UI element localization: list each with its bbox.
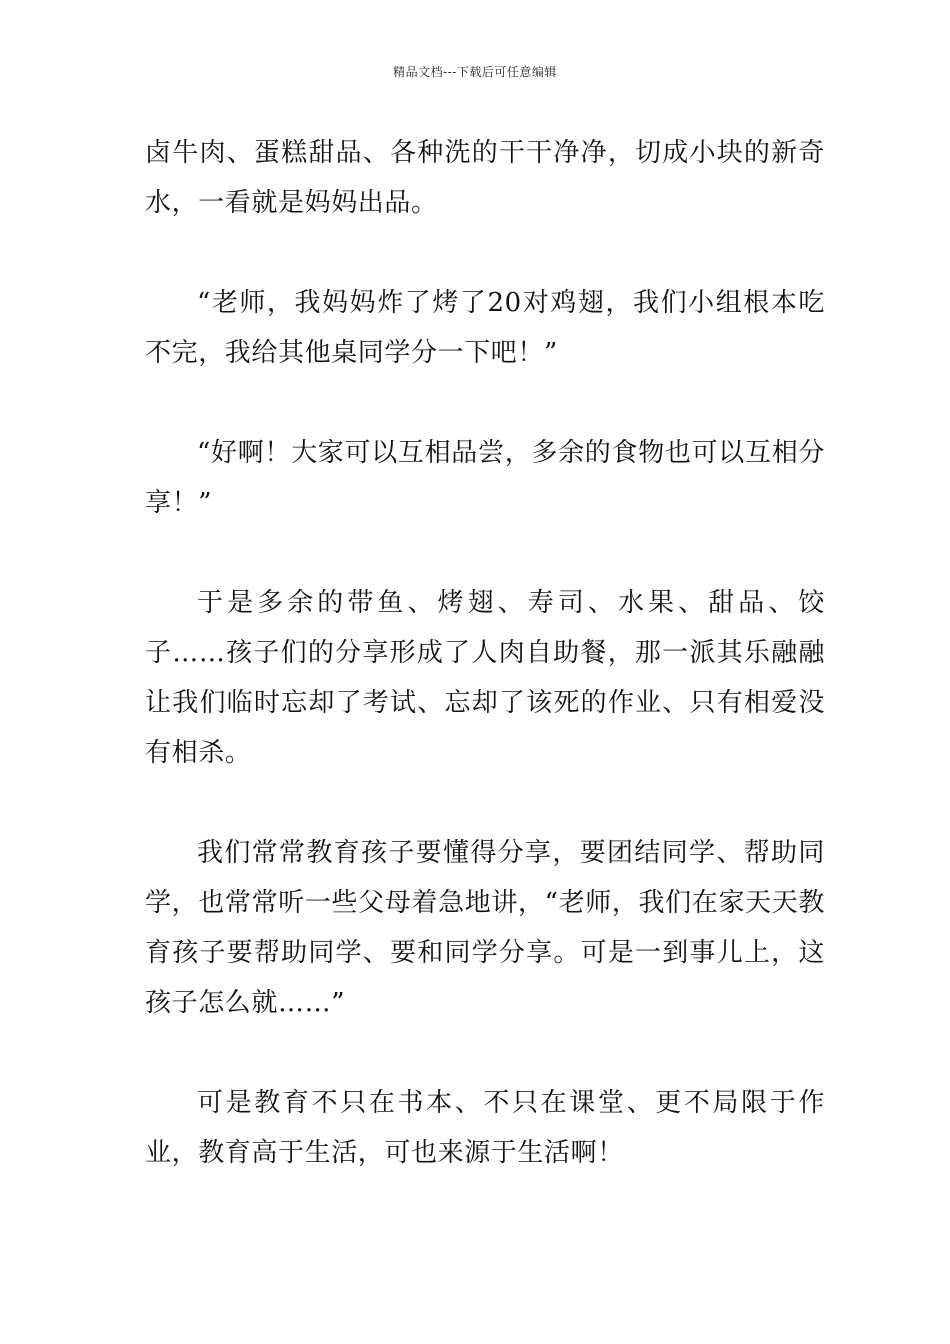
document-body [145,128,825,1228]
paragraph-continued: 卤牛肉、蛋糕甜品、各种洗的干干净净，切成小块的新奇水，一看就是妈妈出品。 [145,138,825,218]
paragraph: 于是多余的带鱼、烤翅、寿司、水果、甜品、饺子……孩子们的分享形成了人肉自助餐，那一派其乐融融让我们临时忘却了考试、忘却了该死的作业、只有相爱没有相杀。 [145,588,825,768]
paragraph: “老师，我妈妈炸了烤了20对鸡翅，我们小组根本吃不完，我给其他桌同学分一下吧！” [145,288,825,368]
paragraph: “好啊！大家可以互相品尝，多余的食物也可以互相分享！” [145,438,825,518]
page-header: 精品文档---下载后可任意编辑 [393,65,557,79]
paragraph: 可是教育不只在书本、不只在课堂、更不局限于作业，教育高于生活，可也来源于生活啊！ [145,1088,825,1168]
paragraph: 我们常常教育孩子要懂得分享，要团结同学、帮助同学，也常常听一些父母着急地讲，“老师，我们在家天天教育孩子要帮助同学、要和同学分享。可是一到事儿上，这孩子怎么就……” [145,838,825,1018]
